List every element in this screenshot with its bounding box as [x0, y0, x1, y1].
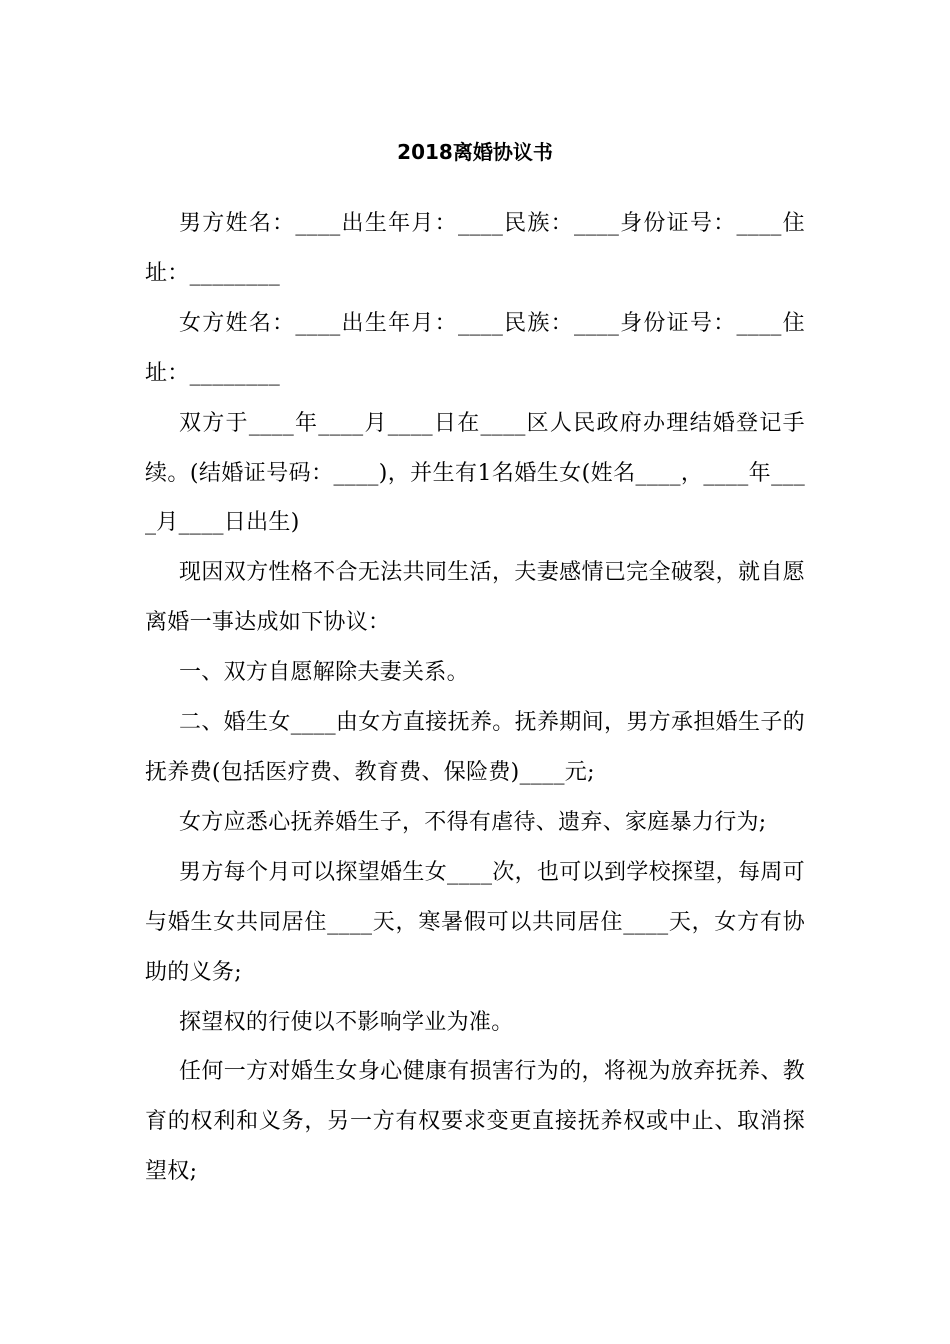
paragraph-harm-clause: 任何一方对婚生女身心健康有损害行为的，将视为放弃抚养、教育的权利和义务，另一方有权要求变更直接抚养权或中止、取消探望权; [145, 1059, 805, 1185]
paragraph-visitation: 男方每个月可以探望婚生女____次，也可以到学校探望，每周可与婚生女共同居住____天，寒暑假可以共同居住____天，女方有协助的义务; [145, 859, 805, 985]
paragraph-divorce-reason: 现因双方性格不合无法共同生活，夫妻感情已完全破裂，就自愿离婚一事达成如下协议： [145, 560, 805, 636]
paragraph-marriage-registration: 双方于____年____月____日在____区人民政府办理结婚登记手续。(结婚证号码：____)，并生有1名婚生女(姓名____，____年____月____日出生) [145, 410, 805, 536]
paragraph-clause-1: 一、双方自愿解除夫妻关系。 [179, 660, 469, 686]
paragraph-male-info: 男方姓名：____出生年月：____民族：____身份证号：____住址：________ [145, 211, 805, 286]
paragraph-female-info: 女方姓名：____出生年月：____民族：____身份证号：____住址：________ [145, 310, 805, 386]
document-title: 2018离婚协议书 [397, 140, 553, 164]
paragraph-clause-2: 二、婚生女____由女方直接抚养。抚养期间，男方承担婚生子的抚养费(包括医疗费、教育费、保险费)____元; [145, 710, 805, 785]
paragraph-care-duty: 女方应悉心抚养婚生子，不得有虐待、遗弃、家庭暴力行为; [179, 809, 767, 835]
document-body [145, 199, 805, 1197]
paragraph-visitation-limit: 探望权的行使以不影响学业为准。 [179, 1009, 514, 1035]
